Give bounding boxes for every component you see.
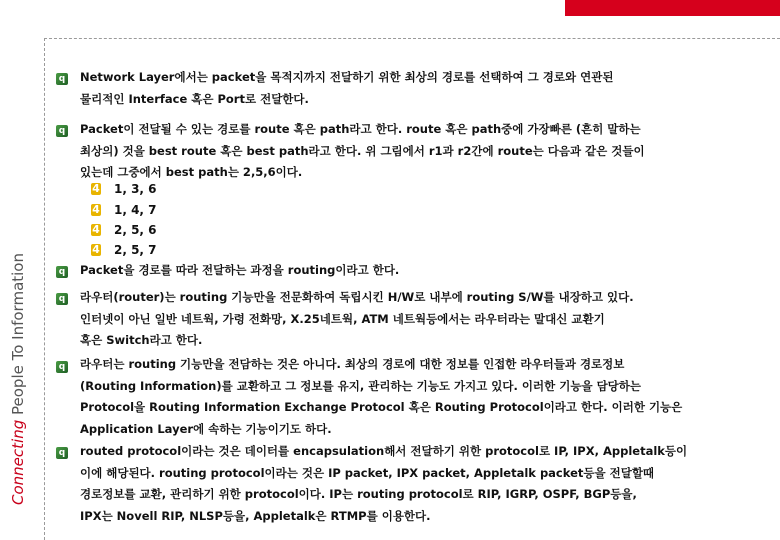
paragraph-router (80, 287, 745, 352)
paragraph-line: Protocol을 Routing Information Exchange Protocol 혹은 Routing Protocol이라고 한다. 이러한 기능은 (80, 400, 683, 414)
vertical-guide-line (44, 38, 45, 540)
paragraph-route-path (80, 119, 745, 184)
paragraph-routed-protocol (80, 441, 745, 527)
paragraph-line: (Routing Information)를 교환하고 그 정보를 유지, 관리하는 기능도 가지고 있다. 이러한 기능을 담당하는 (80, 378, 641, 393)
paragraph-line: 물리적인 Interface 혹은 Port로 전달한다. (80, 91, 309, 106)
paragraph-line: IPX는 Novell RIP, NLSP등을, Appletalk은 RTMP를 이용한다. (80, 508, 431, 523)
paragraph-line: 있는데 그중에서 best path는 2,5,6이다. (80, 165, 303, 179)
paragraph-line: Packet이 전달될 수 있는 경로를 route 혹은 path라고 한다. route 혹은 path중에 가장빠른 (흔히 말하는 (80, 122, 641, 136)
paragraph-routing-protocol (80, 354, 745, 440)
paragraph-line: 라우터는 routing 기능만을 전담하는 것은 아니다. 최상의 경로에 대한 정보를 인접한 라우터들과 경로정보 (80, 357, 625, 371)
q-bullet-icon: q (56, 125, 68, 137)
q-bullet-icon: q (56, 73, 68, 85)
route-item: 2, 5, 7 (114, 243, 157, 257)
brand-suffix: People To Information (9, 253, 27, 415)
paragraph-line: 라우터(router)는 routing 기능만을 전문화하여 독립시킨 H/W로 내부에 routing S/W를 내장하고 있다. (80, 290, 634, 304)
paragraph-line: Application Layer에 속하는 기능이기도 하다. (80, 421, 332, 436)
four-bullet-icon: 4 (92, 223, 100, 236)
four-bullet-icon: 4 (92, 243, 100, 256)
paragraph-line: 이에 해당된다. routing protocol이라는 것은 IP packet, IPX packet, Appletalk packet등을 전달할때 (80, 465, 655, 480)
paragraph-routing (80, 260, 745, 282)
brand-prefix: Connecting (9, 419, 27, 505)
q-bullet-icon: q (56, 361, 68, 373)
q-bullet-icon: q (56, 293, 68, 305)
paragraph-line: 혹은 Switch라고 한다. (80, 333, 203, 347)
paragraph-line: 경로정보를 교환, 관리하기 위한 protocol이다. IP는 routing protocol로 RIP, IGRP, OSPF, BGP등을, (80, 487, 637, 501)
paragraph-network-layer (80, 67, 745, 110)
route-item: 2, 5, 6 (114, 223, 157, 237)
paragraph-line: routed protocol이라는 것은 데이터를 encapsulation해서 전달하기 위한 protocol로 IP, IPX, Appletalk등이 (80, 444, 688, 458)
paragraph-line: Packet을 경로를 따라 전달하는 과정을 routing이라고 한다. (80, 263, 400, 277)
q-bullet-icon: q (56, 266, 68, 278)
paragraph-line: 최상의) 것을 best route 혹은 best path라고 한다. 위 그림에서 r1과 r2간에 route는 다음과 같은 것들이 (80, 143, 645, 158)
side-brand-text (8, 253, 28, 505)
top-accent-bar (565, 0, 780, 16)
route-item: 1, 4, 7 (114, 203, 157, 217)
q-bullet-icon: q (56, 447, 68, 459)
horizontal-guide-line (44, 38, 780, 39)
four-bullet-icon: 4 (92, 182, 100, 195)
paragraph-line: Network Layer에서는 packet을 목적지까지 전달하기 위한 최상의 경로를 선택하여 그 경로와 연관된 (80, 70, 614, 84)
four-bullet-icon: 4 (92, 203, 100, 216)
paragraph-line: 인터넷이 아닌 일반 네트웍, 가령 전화망, X.25네트웍, ATM 네트웍등에서는 라우터라는 말대신 교환기 (80, 311, 605, 326)
route-item: 1, 3, 6 (114, 182, 157, 196)
